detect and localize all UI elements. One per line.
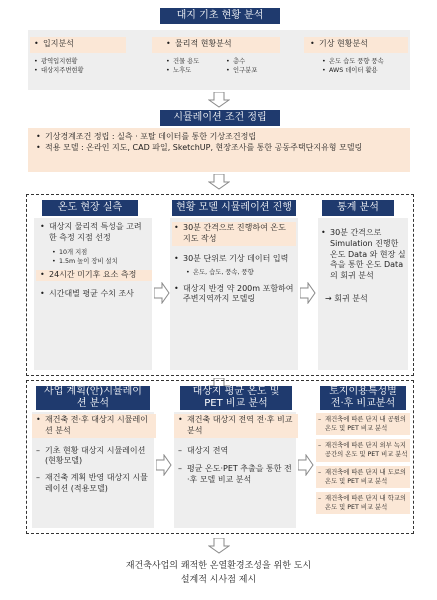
section1-col3-label: • 기상 현황분석 — [310, 39, 368, 48]
section1-col2-items-right: • 층수 • 인구분포 — [226, 58, 258, 75]
section1-col2-items-left: • 건물 용도 • 노후도 — [166, 58, 200, 75]
section4-col3-title: 토지이용특성별 전·후 비교분석 — [320, 386, 406, 410]
section3-col1-title: 온도 현장 실측 — [42, 200, 138, 216]
section2-title: 시뮬레이션 조건 정립 — [160, 110, 280, 126]
arrow-down-icon — [208, 538, 230, 554]
section3-col3-content: • 30분 간격으로 Simulation 진행한 온도 Data 와 현장 실측을 통한 온도 Data의 회귀 분석 → 회귀 분석 — [321, 228, 406, 303]
final-conclusion: 재건축사업의 쾌적한 온열환경조성을 위한 도시 설계적 시사점 제시 — [125, 561, 312, 585]
section1-col1-items: • 광역입지현황 • 대상지주변현황 — [34, 58, 84, 75]
section4-col1-content: • 재건축 전·후 대상지 시뮬레이션 분석 – 기초 현황 대상지 시뮬레이션 (현황모델) – 재건축 계획 반영 대상지 시뮬레이션 (적용모델) — [36, 414, 152, 495]
section3-col2-content: • 30분 간격으로 진행하여 온도 지도 작성 • 30분 단위로 기상 데이터 입력 • 온도, 습도, 풍속, 풍향 • 대상지 반경 약 200m 포함하여 주변지역까지 모델링 — [174, 222, 294, 305]
section3-col2-title: 현황 모델 시뮬레이션 진행 — [172, 200, 296, 216]
section3-col3-title: 통계 분석 — [322, 200, 394, 216]
arrow-down-icon — [208, 92, 230, 108]
section4-col3-content: – 재건축에 따른 단지 내 공원의 온도 및 PET 비교 분석 – 재건축에 따른 단지 외부 녹지공간의 온도 및 PET 비교 분석 – 재건축에 따른 단지 내 도로의 온도 및 PET 비교 분석 – 재건축에 따른 단지 내 학교의 온도 및 PET 비교 분석 — [316, 413, 410, 514]
section1-col2-label: • 물리적 현황분석 — [166, 39, 232, 48]
section4-col2-content: • 재건축 대상지 전역 전·후 비교 분석 – 대상지 전역 – 평균 온도·PET 추출을 통한 전·후 모델 비교 분석 — [178, 414, 294, 486]
section1-col3-items: • 온도 습도 풍향 풍속 • AWS 데이터 활용 — [322, 58, 384, 75]
section3-col1-content: • 대상지 물리적 특성을 고려한 측정 지점 선정 • 10개 지점 • 1.5m 높이 장비 설치 • 24시간 미기후 요소 측정 • 시간대별 평균 수치 조사 — [40, 222, 148, 299]
section2-items: • 기상경계조건 정립 : 실측 · 포탈 데이터를 통한 기상조건정립 • 적용 모델 : 온라인 지도, CAD 파일, SketchUP, 현장조사를 통한 공동주택단지유형 모델링 — [36, 132, 363, 152]
arrow-right-icon — [300, 282, 316, 304]
section4-col2-title: 대상지 평균 온도 및 PET 비교 분석 — [180, 386, 292, 410]
section4-col1-title: 사업 계획(안)시뮬레이션 분석 — [36, 386, 150, 410]
section1-col1-label: • 입지분석 — [34, 39, 74, 48]
arrow-right-icon — [156, 454, 172, 476]
arrow-right-icon — [154, 282, 170, 304]
arrow-right-icon — [298, 454, 314, 476]
section1-title: 대지 기초 현황 분석 — [160, 8, 280, 24]
arrow-down-icon — [208, 174, 230, 190]
